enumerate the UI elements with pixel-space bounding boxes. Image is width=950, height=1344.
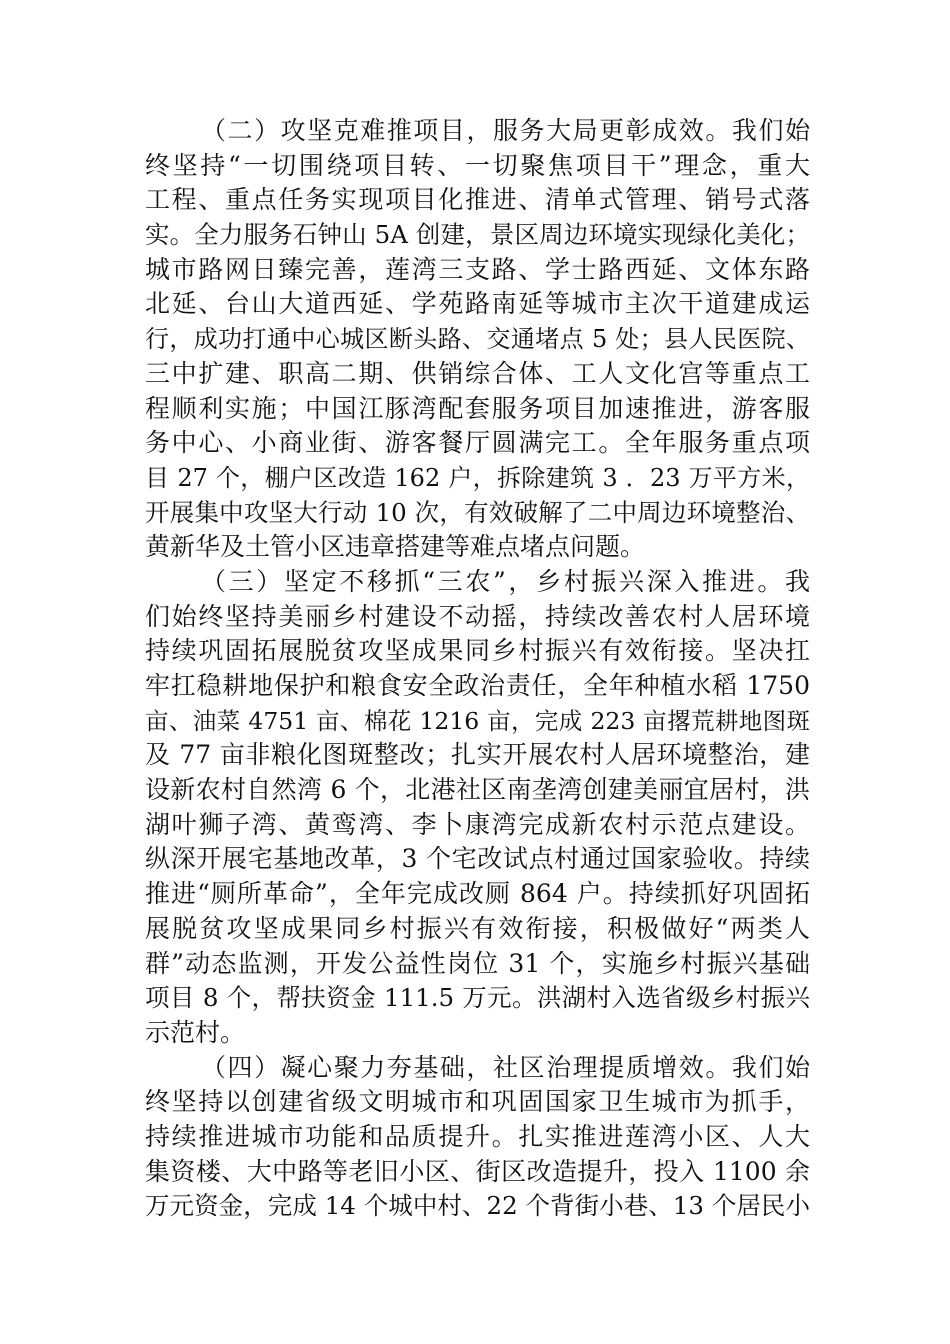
paragraph-line: 终坚持“一切围绕项目转、一切聚焦项目干”理念，重大 (145, 150, 810, 180)
paragraph-line: 终坚持以创建省级文明城市和巩固国家卫生城市为抓手， (145, 1087, 810, 1117)
paragraph-line: 黄新华及土管小区违章搭建等难点堵点问题。 (145, 532, 646, 562)
paragraph-line: 项目 8 个，帮扶资金 111.5 万元。洪湖村入选省级乡村振兴 (145, 983, 810, 1013)
paragraph-line: 及 77 亩非粮化图斑整改；扎实开展农村人居环境整治，建 (145, 740, 810, 770)
paragraph-line: 行，成功打通中心城区断头路、交通堵点 5 处；县人民医院、 (145, 325, 810, 354)
paragraph-line: 目 27 个，棚户区改造 162 户，拆除建筑 3 ．23 万平方米， (145, 463, 810, 492)
paragraph-2 (145, 114, 810, 565)
paragraph-line: （四）凝心聚力夯基础，社区治理提质增效。我们始 (201, 1052, 810, 1082)
paragraph-line: 城市路网日臻完善，莲湾三支路、学士路西延、文体东路 (145, 254, 810, 284)
paragraph-line: （三）坚定不移抓“三农”，乡村振兴深入推进。我 (201, 566, 810, 596)
paragraph-line: 们始终坚持美丽乡村建设不动摇，持续改善农村人居环境 (145, 601, 810, 631)
paragraph-line: 程顺利实施；中国江豚湾配套服务项目加速推进，游客服 (145, 393, 810, 423)
paragraph-line: 纵深开展宅基地改革，3 个宅改试点村通过国家验收。持续 (145, 844, 810, 874)
paragraph-line: 展脱贫攻坚成果同乡村振兴有效衔接，积极做好“两类人 (145, 913, 810, 943)
paragraph-4 (145, 1051, 810, 1224)
paragraph-line: 设新农村自然湾 6 个，北港社区南垄湾创建美丽宜居村，洪 (145, 775, 810, 805)
paragraph-line: 示范村。 (145, 1017, 246, 1047)
paragraph-line: 持续推进城市功能和品质提升。扎实推进莲湾小区、人大 (145, 1121, 810, 1151)
paragraph-line: 牢扛稳耕地保护和粮食安全政治责任，全年种植水稻 1750 (145, 671, 810, 700)
paragraph-line: 万元资金，完成 14 个城中村、22 个背街小巷、13 个居民小 (145, 1191, 810, 1221)
document-body (145, 114, 810, 1224)
paragraph-line: 务中心、小商业街、游客餐厅圆满完工。全年服务重点项 (145, 428, 810, 458)
paragraph-line: 实。全力服务石钟山 5A 创建，景区周边环境实现绿化美化； (145, 220, 810, 250)
paragraph-line: 工程、重点任务实现项目化推进、清单式管理、销号式落 (145, 185, 810, 215)
paragraph-line: 集资楼、大中路等老旧小区、街区改造提升，投入 1100 余 (145, 1156, 810, 1186)
paragraph-line: 湖叶狮子湾、黄鸾湾、李卜康湾完成新农村示范点建设。 (145, 809, 810, 839)
paragraph-line: 亩、油菜 4751 亩、棉花 1216 亩，完成 223 亩撂荒耕地图斑 (145, 706, 810, 735)
paragraph-line: 开展集中攻坚大行动 10 次，有效破解了二中周边环境整治、 (145, 497, 810, 527)
paragraph-line: 北延、台山大道西延、学苑路南延等城市主次干道建成运 (145, 289, 810, 319)
paragraph-line: 三中扩建、职高二期、供销综合体、工人文化宫等重点工 (145, 358, 810, 388)
paragraph-line: 持续巩固拓展脱贫攻坚成果同乡村振兴有效衔接。坚决扛 (145, 636, 810, 666)
paragraph-line: （二）攻坚克难推项目，服务大局更彰成效。我们始 (201, 116, 810, 145)
paragraph-line: 群”动态监测，开发公益性岗位 31 个，实施乡村振兴基础 (145, 948, 810, 978)
paragraph-3 (145, 565, 810, 1051)
paragraph-line: 推进“厕所革命”，全年完成改厕 864 户。持续抓好巩固拓 (145, 879, 810, 909)
